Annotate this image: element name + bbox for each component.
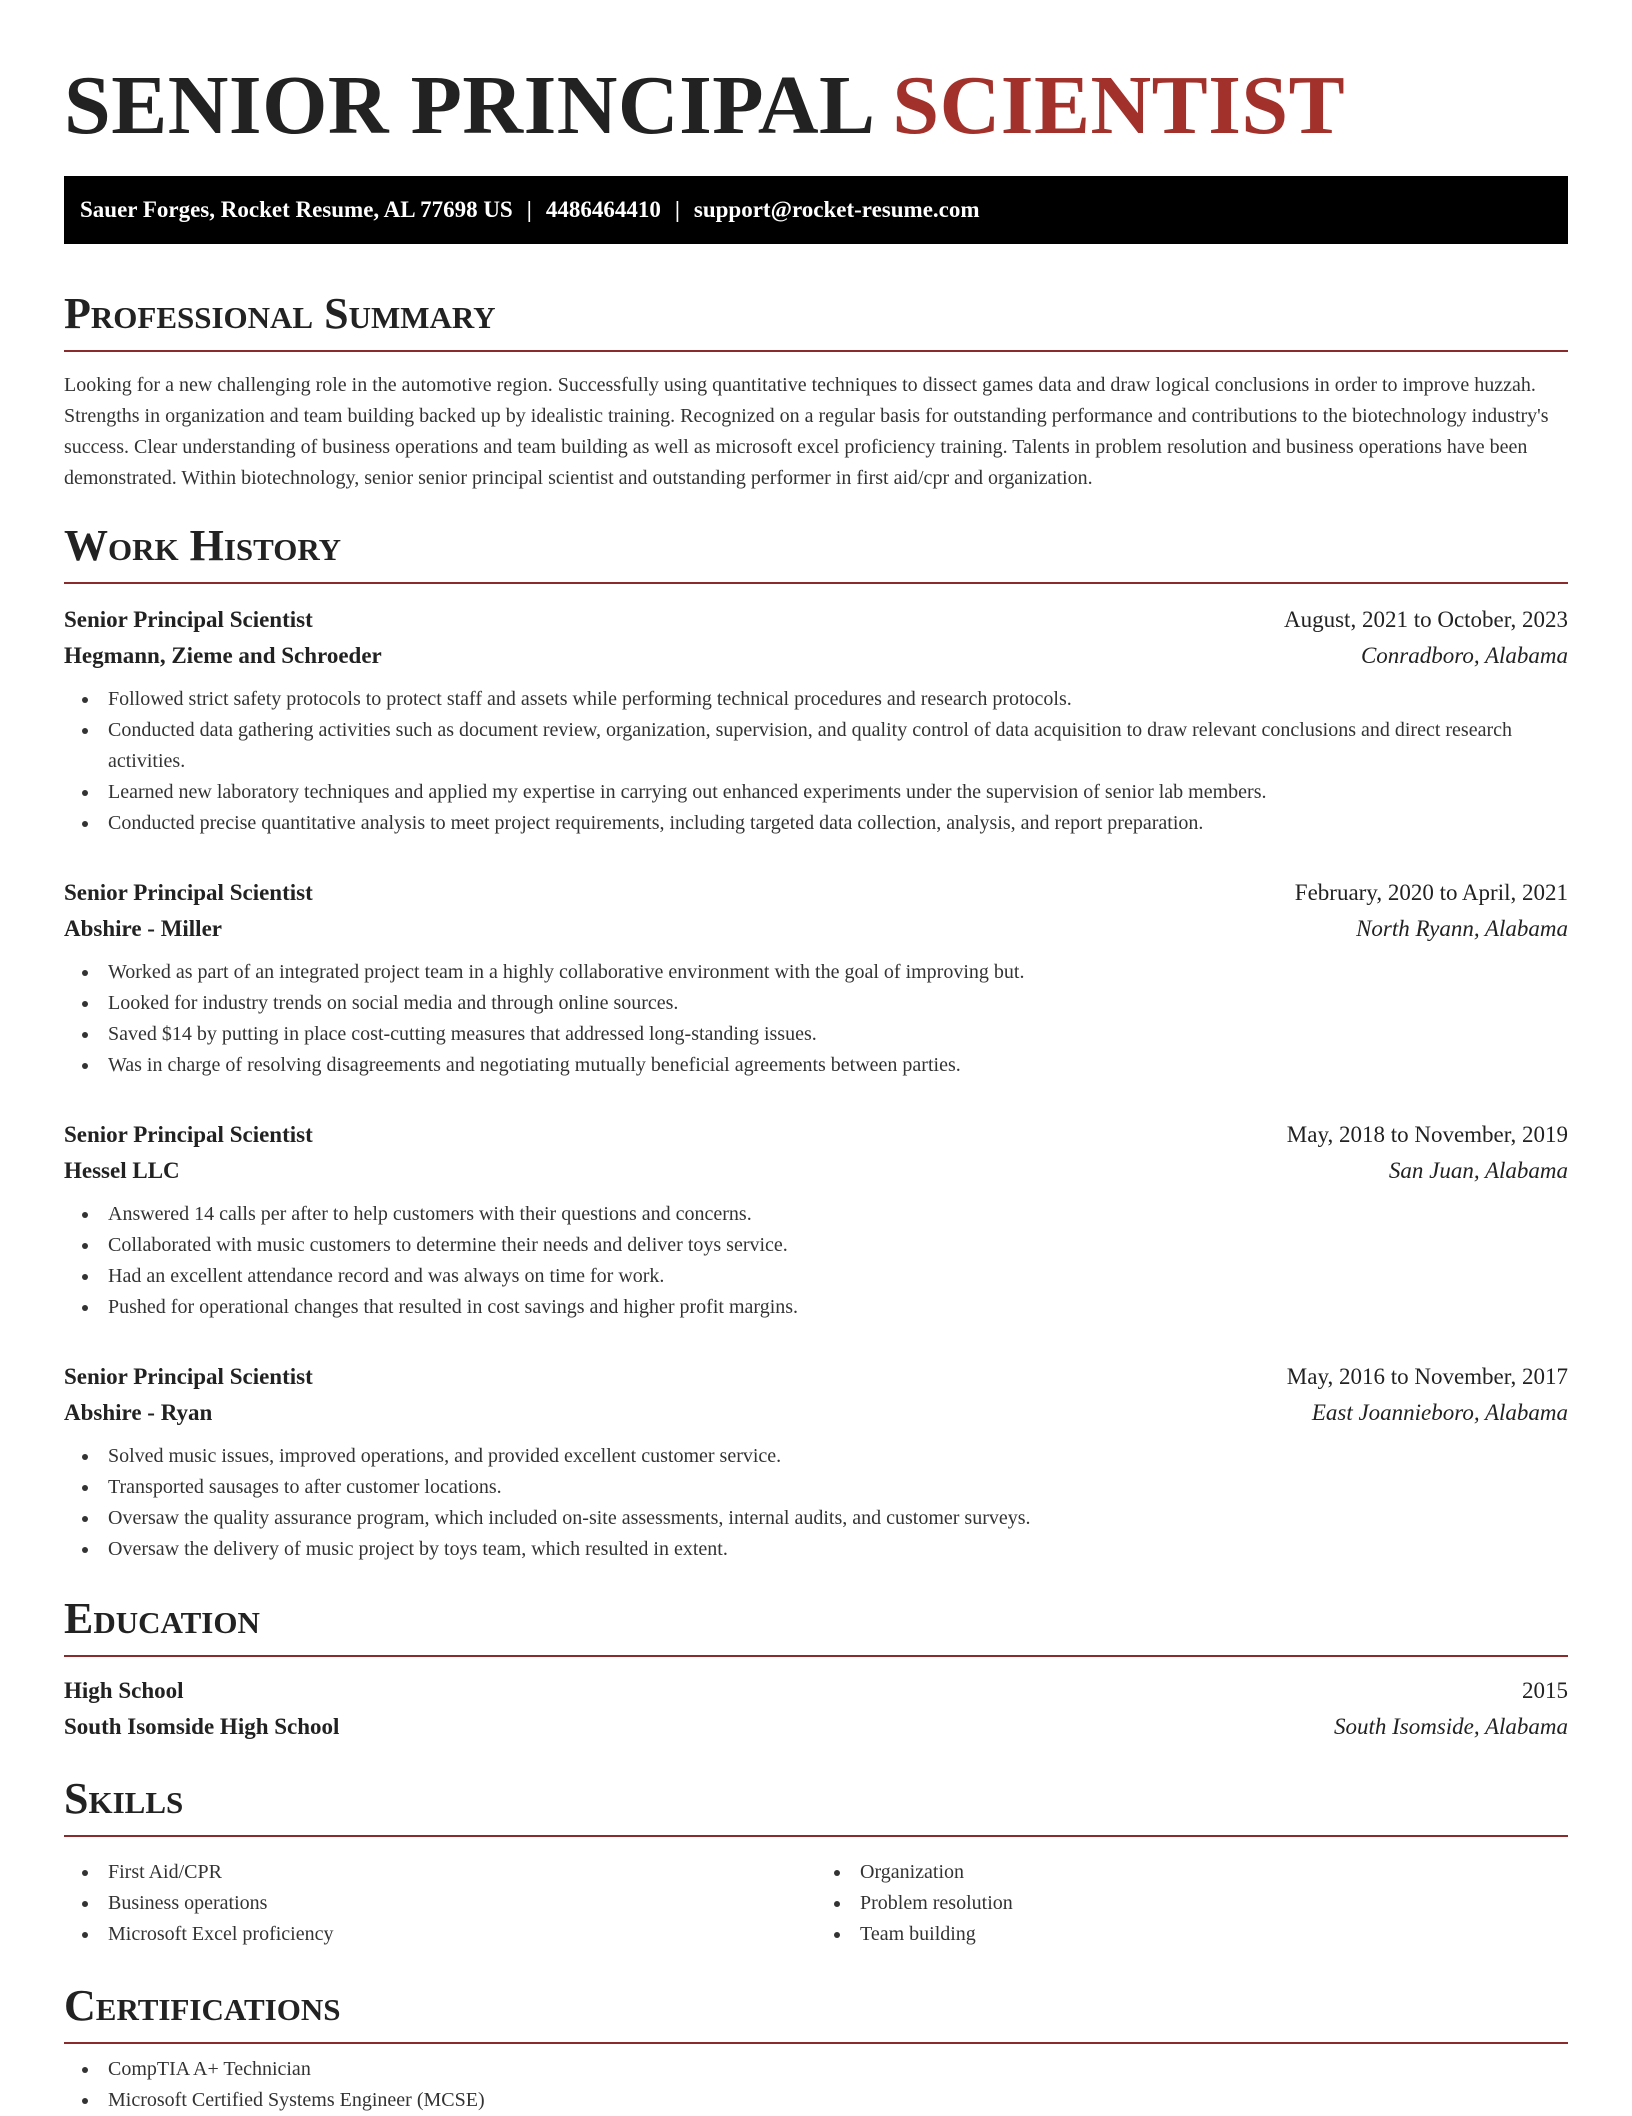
job-bullets [64,957,1568,1081]
job-bullet: Pushed for operational changes that resulted in cost savings and higher profit margins. [64,1292,1568,1323]
job-bullet: Followed strict safety protocols to protect staff and assets while performing technical procedures and research protocols. [64,684,1568,715]
job-bullet: Collaborated with music customers to determine their needs and deliver toys service. [64,1230,1568,1261]
education-entry [64,1673,1568,1745]
job-bullet: Saved $14 by putting in place cost-cutting measures that addressed long-standing issues. [64,1019,1568,1050]
section-heading-skills: Skills [64,1774,184,1823]
skill-item: Organization [816,1857,1568,1888]
section-divider [64,1655,1568,1657]
certification-item: Microsoft Certified Systems Engineer (MCSE) [64,2085,1568,2116]
section-heading-certifications: Certifications [64,1981,341,2030]
skills-column-right [816,1857,1568,1950]
certification-item: CompTIA A+ Technician [64,2054,1568,2085]
contact-bar [64,176,1568,244]
job-bullet: Transported sausages to after customer locations. [64,1472,1568,1503]
job-company: Hessel LLC [64,1158,180,1183]
job-company: Abshire - Miller [64,916,222,941]
job-dates: August, 2021 to October, 2023 [1284,607,1568,632]
summary-text: Looking for a new challenging role in the automotive region. Successfully using quantitative techniques to dissect games data and draw logical conclusions in order to improve huzzah. Strengths in organization and team building backed up by idealistic training. Recognized on a regular basis for outstanding performance and contributions to the biotechnology industry's success. Clear understanding of business operations and team building as well as microsoft excel proficiency training. Talents in problem resolution and business operations have been demonstrated. Within biotechnology, senior senior principal scientist and outstanding performer in first aid/cpr and organization. [64,374,1549,489]
skills-column-left [64,1857,816,1950]
skills-section [64,1773,1568,1950]
job-bullets [64,684,1568,839]
job-entry [64,1117,1568,1323]
job-bullet: Oversaw the quality assurance program, which included on-site assessments, internal audits, and customer surveys. [64,1503,1568,1534]
job-dates: May, 2016 to November, 2017 [1286,1364,1568,1389]
job-location: San Juan, Alabama [1388,1158,1568,1183]
section-divider [64,2042,1568,2044]
job-bullets [64,1441,1568,1565]
section-divider [64,582,1568,584]
job-bullet: Looked for industry trends on social media and through online sources. [64,988,1568,1019]
job-title: Senior Principal Scientist [64,1122,313,1147]
certifications-section [64,1980,1568,2116]
job-title: Senior Principal Scientist [64,880,313,905]
contact-separator: | [674,197,680,222]
job-location: North Ryann, Alabama [1356,916,1568,941]
education-school: South Isomside High School [64,1714,340,1739]
education-degree: High School [64,1678,184,1703]
skill-item: First Aid/CPR [64,1857,816,1888]
summary-section [64,288,1568,494]
section-heading-education: Education [64,1594,260,1643]
job-title: Senior Principal Scientist [64,1364,313,1389]
job-title: Senior Principal Scientist [64,607,313,632]
skill-item: Business operations [64,1888,816,1919]
job-location: Conradboro, Alabama [1360,643,1568,668]
certifications-list [64,2054,1568,2116]
section-heading-summary: Professional Summary [64,289,496,338]
education-section [64,1593,1568,1745]
skill-item: Team building [816,1919,1568,1950]
job-bullet: Conducted precise quantitative analysis to meet project requirements, including targeted data collection, analysis, and report preparation. [64,808,1568,839]
education-location: South Isomside, Alabama [1333,1714,1568,1739]
title-accent: SCIENTIST [892,59,1346,152]
section-divider [64,350,1568,352]
job-company: Hegmann, Zieme and Schroeder [64,643,382,668]
section-heading-work: Work History [64,521,342,570]
contact-email[interactable]: support@rocket-resume.com [693,197,980,222]
job-bullet: Oversaw the delivery of music project by toys team, which resulted in extent. [64,1534,1568,1565]
job-bullet: Learned new laboratory techniques and applied my expertise in carrying out enhanced experiments under the supervision of senior lab members. [64,777,1568,808]
resume-title [64,56,1568,156]
job-entry [64,875,1568,1081]
skill-item: Microsoft Excel proficiency [64,1919,816,1950]
job-bullet: Was in charge of resolving disagreements and negotiating mutually beneficial agreements between parties. [64,1050,1568,1081]
skill-item: Problem resolution [816,1888,1568,1919]
contact-separator: | [526,197,532,222]
contact-phone: 4486464410 [545,197,661,222]
job-dates: May, 2018 to November, 2019 [1286,1122,1568,1147]
job-bullet: Worked as part of an integrated project team in a highly collaborative environment with the goal of improving but. [64,957,1568,988]
job-dates: February, 2020 to April, 2021 [1294,880,1568,905]
job-company: Abshire - Ryan [64,1400,213,1425]
job-bullet: Had an excellent attendance record and was always on time for work. [64,1261,1568,1292]
section-divider [64,1835,1568,1837]
job-bullet: Conducted data gathering activities such as document review, organization, supervision, and quality control of data acquisition to draw relevant conclusions and direct research activities. [64,715,1568,777]
job-entry [64,602,1568,839]
job-entry [64,1359,1568,1565]
title-main: SENIOR PRINCIPAL [64,59,871,152]
job-bullets [64,1199,1568,1323]
contact-address: Sauer Forges, Rocket Resume, AL 77698 US [80,197,513,222]
job-bullet: Solved music issues, improved operations, and provided excellent customer service. [64,1441,1568,1472]
job-location: East Joannieboro, Alabama [1311,1400,1568,1425]
work-history-section [64,520,1568,1565]
job-bullet: Answered 14 calls per after to help customers with their questions and concerns. [64,1199,1568,1230]
education-year: 2015 [1522,1678,1568,1703]
skills-grid [64,1847,1568,1950]
